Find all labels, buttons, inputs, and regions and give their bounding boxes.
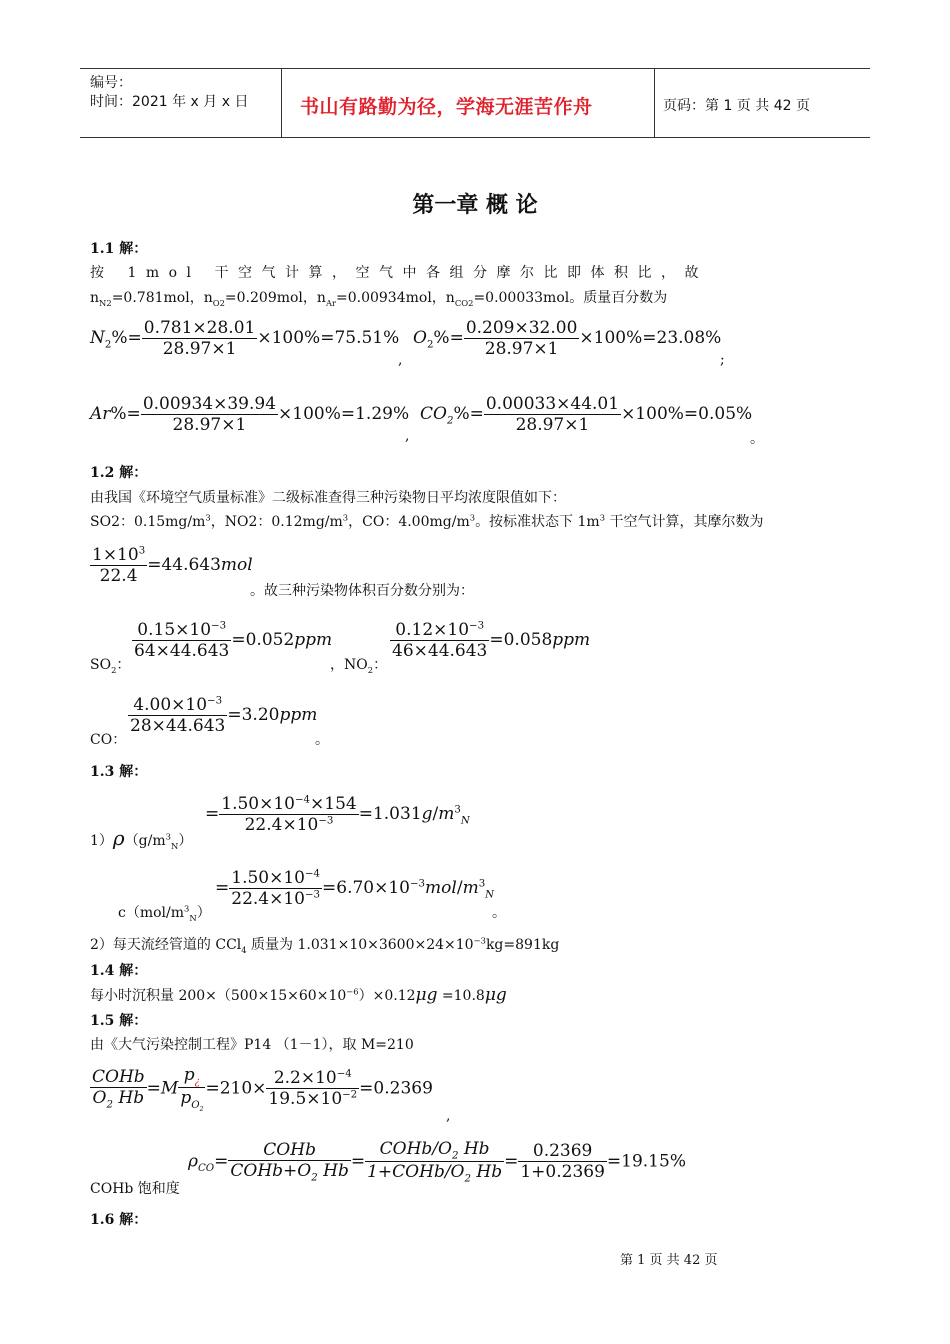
eq-co-ppm: $\frac{4.00\times 10^{-3}}{28\times 44.643}$ =3.20ppm [130,695,318,736]
eq-co2-den: 28.97×1 [515,415,590,435]
eq-co-den: 28×44.643 [130,716,226,736]
section-heading-1-4: 1.4 解： [90,963,148,979]
eq-ar-percent: Ar%= $\frac{0.00934\times 39.94}{28.97\times 1}$ ×100%=1.29% [90,394,410,435]
header-divider [281,69,282,137]
so2-label: $SO_2$： [90,657,131,675]
period: 。 [492,905,506,921]
s12-line1: 由我国《环境空气质量标准》二级标准查得三种污染物日平均浓度限值如下： [90,490,566,506]
section-heading-1-5: 1.5 解： [90,1013,148,1029]
cohb-saturation-label: COHb 饱和度 [90,1181,180,1197]
eq-ar-rhs: ×100%=1.29% [278,404,410,424]
eq-o2-den: 28.97×1 [484,339,559,359]
eq-n2-percent: $N_2\%=$ $\frac{0.781\times 28.01}{28.97\times 1}$ ×100%=75.51% [90,318,400,359]
eq-ar-den: 28.97×1 [172,415,247,435]
header-page-info: 页码：第 1 页 共 42 页 [663,98,810,114]
eq-ar-num: 0.00934×39.94 [142,394,277,414]
rho-label: $1)\rho(g/m^3_N)$ [90,826,193,851]
eq-o2-percent: $O_2\%=$ $\frac{0.209\times 32.00}{28.97\times 1}$ ×100%=23.08% [413,318,722,359]
s12-line2: SO2：$0.15mg/m^3$，NO2：$0.12mg/m^3$，CO：$4.00mg/m^3$。按标准状态下 $1m^3$ 干空气计算，其摩尔数为 [90,512,764,530]
s12-after: 。故三种污染物体积百分数分别为： [250,583,474,599]
eq-no2-ppm: $\frac{0.12\times 10^{-3}}{46\times 44.643}$ =0.058ppm [392,620,591,661]
page-footer: 第 1 页 共 42 页 [620,1253,718,1268]
header-motto: 书山有路勤为径，学海无涯苦作舟 [300,96,593,118]
section-heading-1-2: 1.2 解： [90,465,148,481]
eq-n2-rhs: ×100%=75.51% [257,328,400,348]
s14-line1: 每小时沉积量 $200\times(500\times 15\times 60\times 10^{-6})\times 0.12\mu g =10.8\mu g$ [90,985,507,1005]
section-heading-1-6: 1.6 解： [90,1212,148,1228]
eq-n2-den: 28.97×1 [162,339,237,359]
section-heading-1-3: 1.3 解： [90,764,148,780]
eq-so2-ppm: $\frac{0.15\times 10^{-3}}{64\times 44.643}$ =0.052ppm [134,620,333,661]
eq-o2-num: 0.209×32.00 [465,318,578,338]
eq-molar-den: 22.4 [99,566,138,586]
s13-line2: 2）每天流经管道的 CCl$_4$ 质量为 $1.031\times 10\times 3600\times 24\times 10^{-3}kg=891kg$ [90,935,560,955]
comma: , [398,352,403,368]
section-heading-1-1: 1.1 解： [90,241,148,257]
eq-co2-rhs: ×100%=0.05% [621,404,753,424]
s11-line2: $n_{N2}=0.781mol$，$n_{O2}=0.209mol$，$n_{Ar}=0.00934mol$，$n_{CO2}=0.00033mol$。质量百分数为 [90,290,668,308]
c-label: $c(mol/m^3_N)$ [118,903,211,923]
s15-line1: 由《大气污染控制工程》P14 （1－1），取 M=210 [90,1037,414,1053]
s11-line1: 按 1mol 干空气计算，空气中各组分摩尔比即体积比，故 [90,265,708,281]
eq-rho: = $\frac{1.50\times 10^{-4}\times 154}{22.4\times 10^{-3}}$ $=1.031g/m^3_N$ [205,794,470,835]
eq-cohb-ratio: $\frac{\text{COHb}}{O_2 Hb}$ =M $\frac{p_¿}{p_{O_2}}$ =210× $\frac{2.2\times 10^{-4}}{19.5\times 10^{-2}}$ =0.2369 [92,1065,433,1113]
header-time-label: 时间：2021 年 x 月 x 日 [90,94,249,110]
eq-co2-num: 0.00033×44.01 [485,394,620,414]
semicolon: ; [720,352,725,368]
eq-rho-co: $\rho_{CO}=$ $\frac{\text{COHb}}{COHb+O_2 Hb}$ = $\frac{COHb/O_2 Hb}{1+COHb/O_2 Hb}$ = $\frac{0.2369}{1+0.2369}$ =19.15% [188,1139,686,1185]
period: 。 [315,732,329,748]
chapter-title: 第一章 概 论 [412,193,538,218]
comma: , [446,1108,451,1124]
eq-o2-rhs: ×100%=23.08% [579,328,722,348]
comma: ，$NO_2$： [330,657,388,675]
header-divider [654,69,655,137]
comma: , [405,428,410,444]
eq-molar-count: $\frac{1\times 10^3}{22.4}$ =44.643mol [92,545,253,586]
eq-so2-den: 64×44.643 [134,641,230,661]
header-number-label: 编号： [90,75,132,91]
eq-n2-num: 0.781×28.01 [143,318,256,338]
period: 。 [750,431,764,447]
eq-c: = $\frac{1.50\times 10^{-4}}{22.4\times 10^{-3}}$ $=6.70\times 10^{-3}mol/m^3_N$ [215,868,495,909]
eq-no2-den: 46×44.643 [392,641,488,661]
co-label: CO： [90,732,127,748]
eq-co2-percent: $CO_2\%=$ $\frac{0.00033\times 44.01}{28.97\times 1}$ ×100%=0.05% [420,394,753,435]
